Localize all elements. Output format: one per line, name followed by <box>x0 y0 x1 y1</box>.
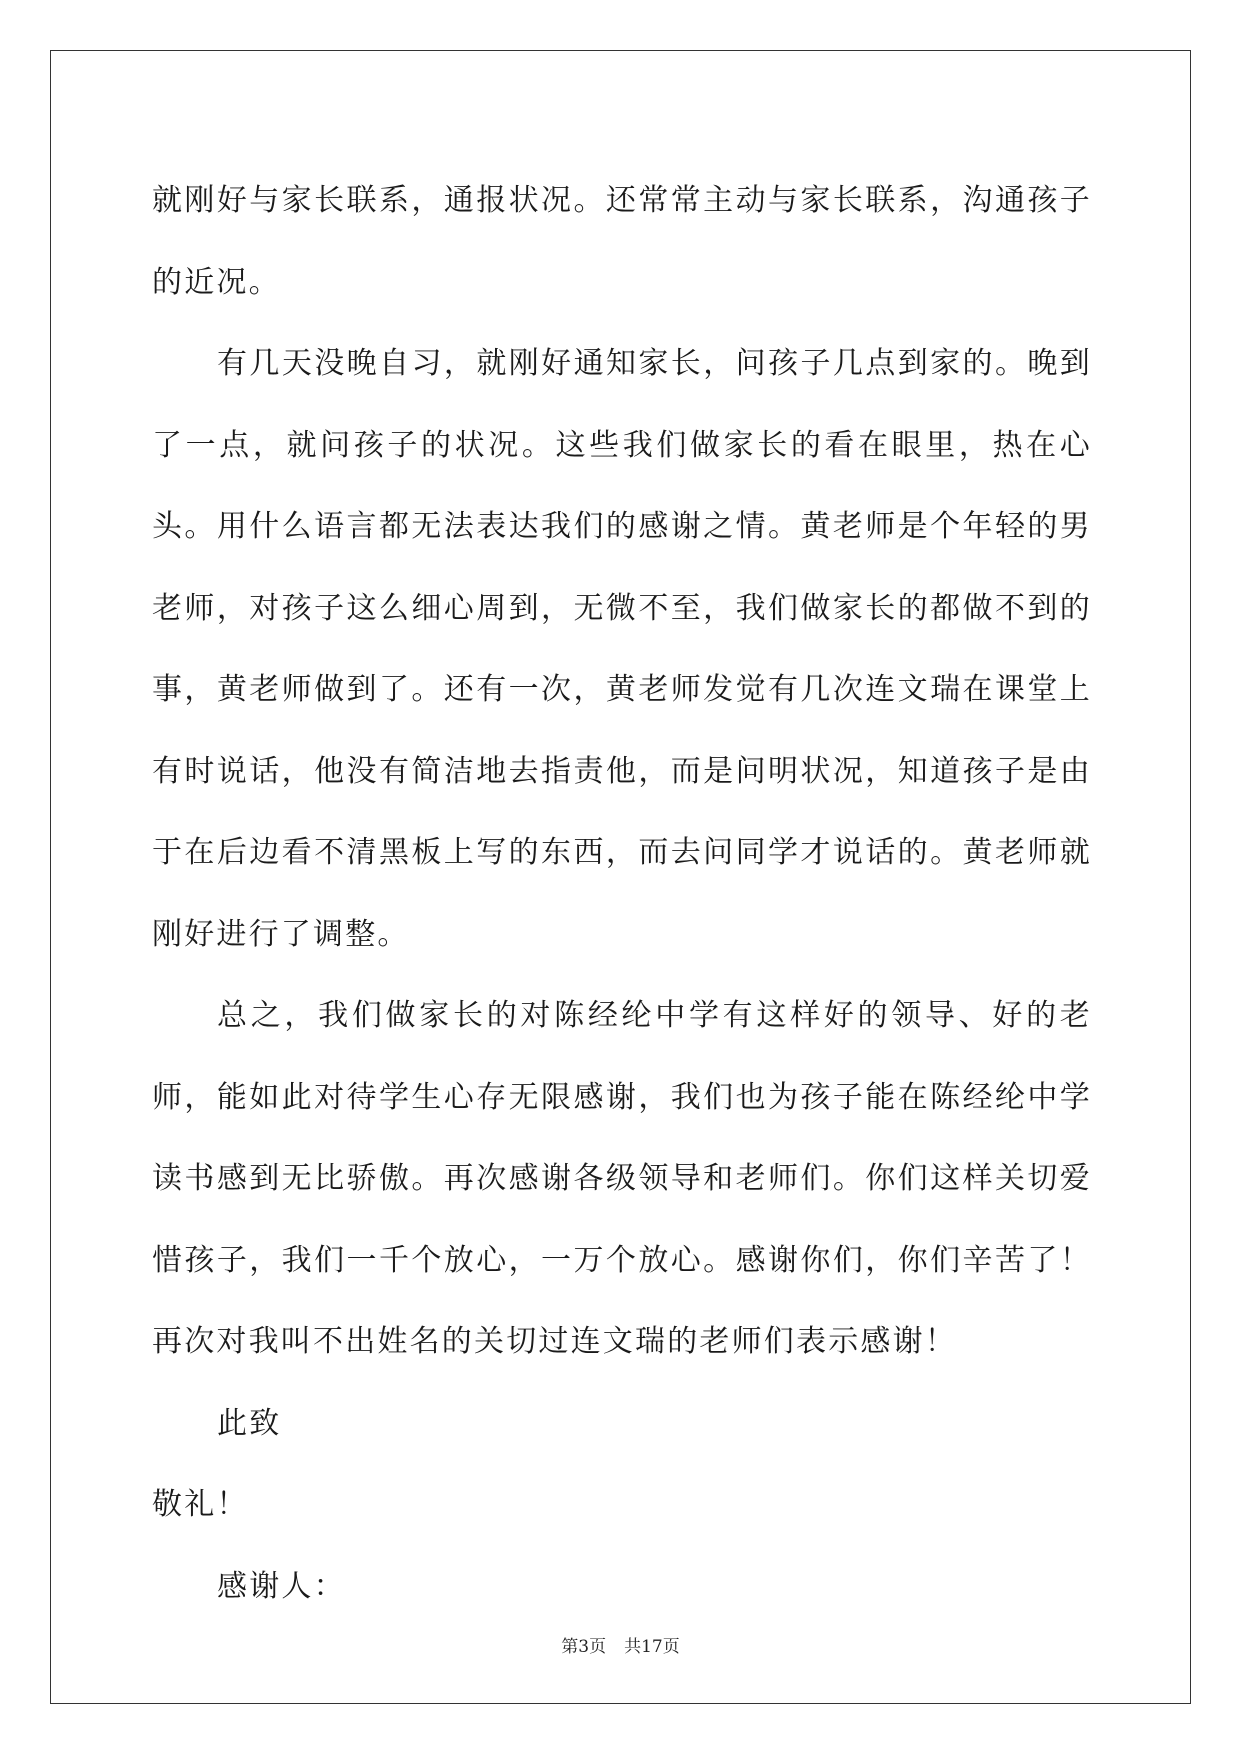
salutation-respect: 敬礼！ <box>152 1487 249 1522</box>
paragraph-3: 总之，我们做家长的对陈经纶中学有这样好的领导、好的老师，能如此对待学生心存无限感谢，我们也为孩子能在陈经纶中学读书感到无比骄傲。再次感谢各级领导和老师们。你们这样关切爱惜孩子，我们一千个放心，一万个放心。感谢你们，你们辛苦了！再次对我叫不出姓名的关切过连文瑞的老师们表示感谢！ <box>152 998 1092 1359</box>
paragraph-1: 就刚好与家长联系，通报状况。还常常主动与家长联系，沟通孩子的近况。 <box>152 183 1092 300</box>
page-footer <box>0 1636 1241 1658</box>
page-total: 共17页 <box>624 1637 680 1657</box>
paragraph-2: 有几天没晚自习，就刚好通知家长，问孩子几点到家的。晚到了一点，就问孩子的状况。这些我们做家长的看在眼里，热在心头。用什么语言都无法表达我们的感谢之情。黄老师是个年轻的男老师，对孩子这么细心周到，无微不至，我们做家长的都做不到的事，黄老师做到了。还有一次，黄老师发觉有几次连文瑞在课堂上有时说话，他没有简洁地去指责他，而是问明状况，知道孩子是由于在后边看不清黑板上写的东西，而去问同学才说话的。黄老师就刚好进行了调整。 <box>152 346 1092 952</box>
document-body <box>152 160 1092 1627</box>
salutation-closing: 此致 <box>217 1405 282 1441</box>
page-number: 第3页 <box>561 1637 607 1657</box>
signature-line: 感谢人： <box>217 1568 346 1604</box>
